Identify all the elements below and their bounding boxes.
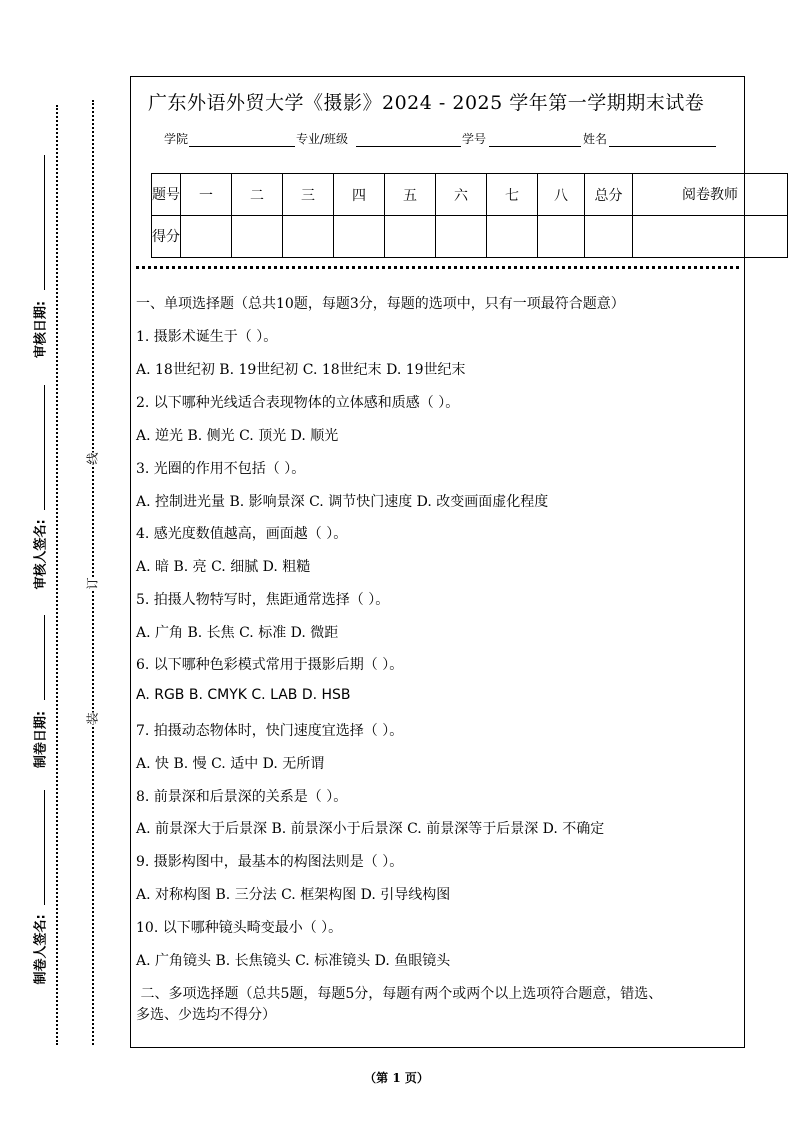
college-field[interactable]: [189, 146, 295, 147]
binding-dotted-line: [92, 100, 94, 1045]
col-6: 六: [436, 174, 487, 216]
options-1: A. 18世纪初 B. 19世纪初 C. 18世纪末 D. 19世纪末: [136, 362, 466, 378]
col-4: 四: [334, 174, 385, 216]
section2-heading-line2: 多选、少选均不得分）: [136, 1007, 276, 1023]
page-number: （第 1 页）: [364, 1071, 429, 1085]
student-id-field[interactable]: [489, 146, 581, 147]
review-date-label: 审核日期:: [33, 300, 49, 359]
options-10: A. 广角镜头 B. 长焦镜头 C. 标准镜头 D. 鱼眼镜头: [136, 953, 451, 969]
left-dotted-line: [56, 105, 58, 1045]
options-6: A. RGB B. CMYK C. LAB D. HSB: [136, 687, 351, 703]
row-label-question-number: 题号: [152, 174, 181, 216]
options-3: A. 控制进光量 B. 影响景深 C. 调节快门速度 D. 改变画面虚化程度: [136, 494, 549, 510]
question-6: 6. 以下哪种色彩模式常用于摄影后期（ ）。: [136, 657, 404, 673]
score-cell[interactable]: [487, 216, 538, 258]
options-8: A. 前景深大于后景深 B. 前景深小于后景深 C. 前景深等于后景深 D. 不确定: [136, 821, 605, 837]
question-8: 8. 前景深和后景深的关系是（ ）。: [136, 789, 348, 805]
reviewer-sign-label: 审核人签名:: [33, 519, 49, 590]
major-label: 专业/班级: [296, 132, 349, 146]
col-7: 七: [487, 174, 538, 216]
options-2: A. 逆光 B. 侧光 C. 顶光 D. 顺光: [136, 428, 339, 444]
make-date-label: 制卷日期:: [33, 710, 49, 769]
maker-sign-line: [44, 790, 45, 905]
options-7: A. 快 B. 慢 C. 适中 D. 无所谓: [136, 756, 325, 772]
score-cell[interactable]: [585, 216, 633, 258]
maker-sign-label: 制卷人签名:: [33, 914, 49, 985]
question-10: 10. 以下哪种镜头畸变最小（ ）。: [136, 920, 343, 936]
options-4: A. 暗 B. 亮 C. 细腻 D. 粗糙: [136, 559, 311, 575]
score-table: [151, 173, 788, 258]
name-label: 姓名: [583, 132, 608, 146]
col-8: 八: [538, 174, 585, 216]
row-label-score: 得分: [152, 216, 181, 258]
review-date-line: [44, 155, 45, 290]
col-reviewer: 阅卷教师: [633, 174, 788, 216]
score-cell[interactable]: [633, 216, 788, 258]
question-2: 2. 以下哪种光线适合表现物体的立体感和质感（ ）。: [136, 395, 460, 411]
options-9: A. 对称构图 B. 三分法 C. 框架构图 D. 引导线构图: [136, 887, 451, 903]
col-5: 五: [385, 174, 436, 216]
score-cell[interactable]: [283, 216, 334, 258]
score-cell[interactable]: [436, 216, 487, 258]
question-5: 5. 拍摄人物特写时，焦距通常选择（ ）。: [136, 592, 390, 608]
col-3: 三: [283, 174, 334, 216]
name-field[interactable]: [609, 146, 716, 147]
major-field[interactable]: [356, 146, 461, 147]
score-cell[interactable]: [181, 216, 232, 258]
col-2: 二: [232, 174, 283, 216]
binding-ding-char: 订: [85, 577, 100, 590]
score-cell[interactable]: [538, 216, 585, 258]
score-cell[interactable]: [334, 216, 385, 258]
score-cell[interactable]: [232, 216, 283, 258]
dotted-separator: [136, 266, 739, 269]
exam-title: 广东外语外贸大学《摄影》2024 - 2025 学年第一学期期末试卷: [148, 92, 705, 114]
section1-heading: 一、单项选择题（总共10题，每题3分，每题的选项中，只有一项最符合题意）: [136, 296, 625, 312]
make-date-line: [44, 615, 45, 700]
question-1: 1. 摄影术诞生于（ ）。: [136, 329, 278, 345]
col-1: 一: [181, 174, 232, 216]
student-id-label: 学号: [462, 132, 487, 146]
options-5: A. 广角 B. 长焦 C. 标准 D. 微距: [136, 625, 339, 641]
score-cell[interactable]: [385, 216, 436, 258]
college-label: 学院: [164, 132, 189, 146]
reviewer-sign-line: [44, 385, 45, 510]
question-7: 7. 拍摄动态物体时，快门速度宜选择（ ）。: [136, 723, 404, 739]
section2-heading-line1: 二、多项选择题（总共5题，每题5分，每题有两个或两个以上选项符合题意，错选、: [136, 986, 663, 1002]
binding-line-char: 线: [85, 452, 100, 465]
col-total: 总分: [585, 174, 633, 216]
question-4: 4. 感光度数值越高，画面越（ ）。: [136, 526, 348, 542]
question-3: 3. 光圈的作用不包括（ ）。: [136, 461, 306, 477]
question-9: 9. 摄影构图中，最基本的构图法则是（ ）。: [136, 854, 404, 870]
binding-zhuang-char: 装: [85, 712, 100, 725]
